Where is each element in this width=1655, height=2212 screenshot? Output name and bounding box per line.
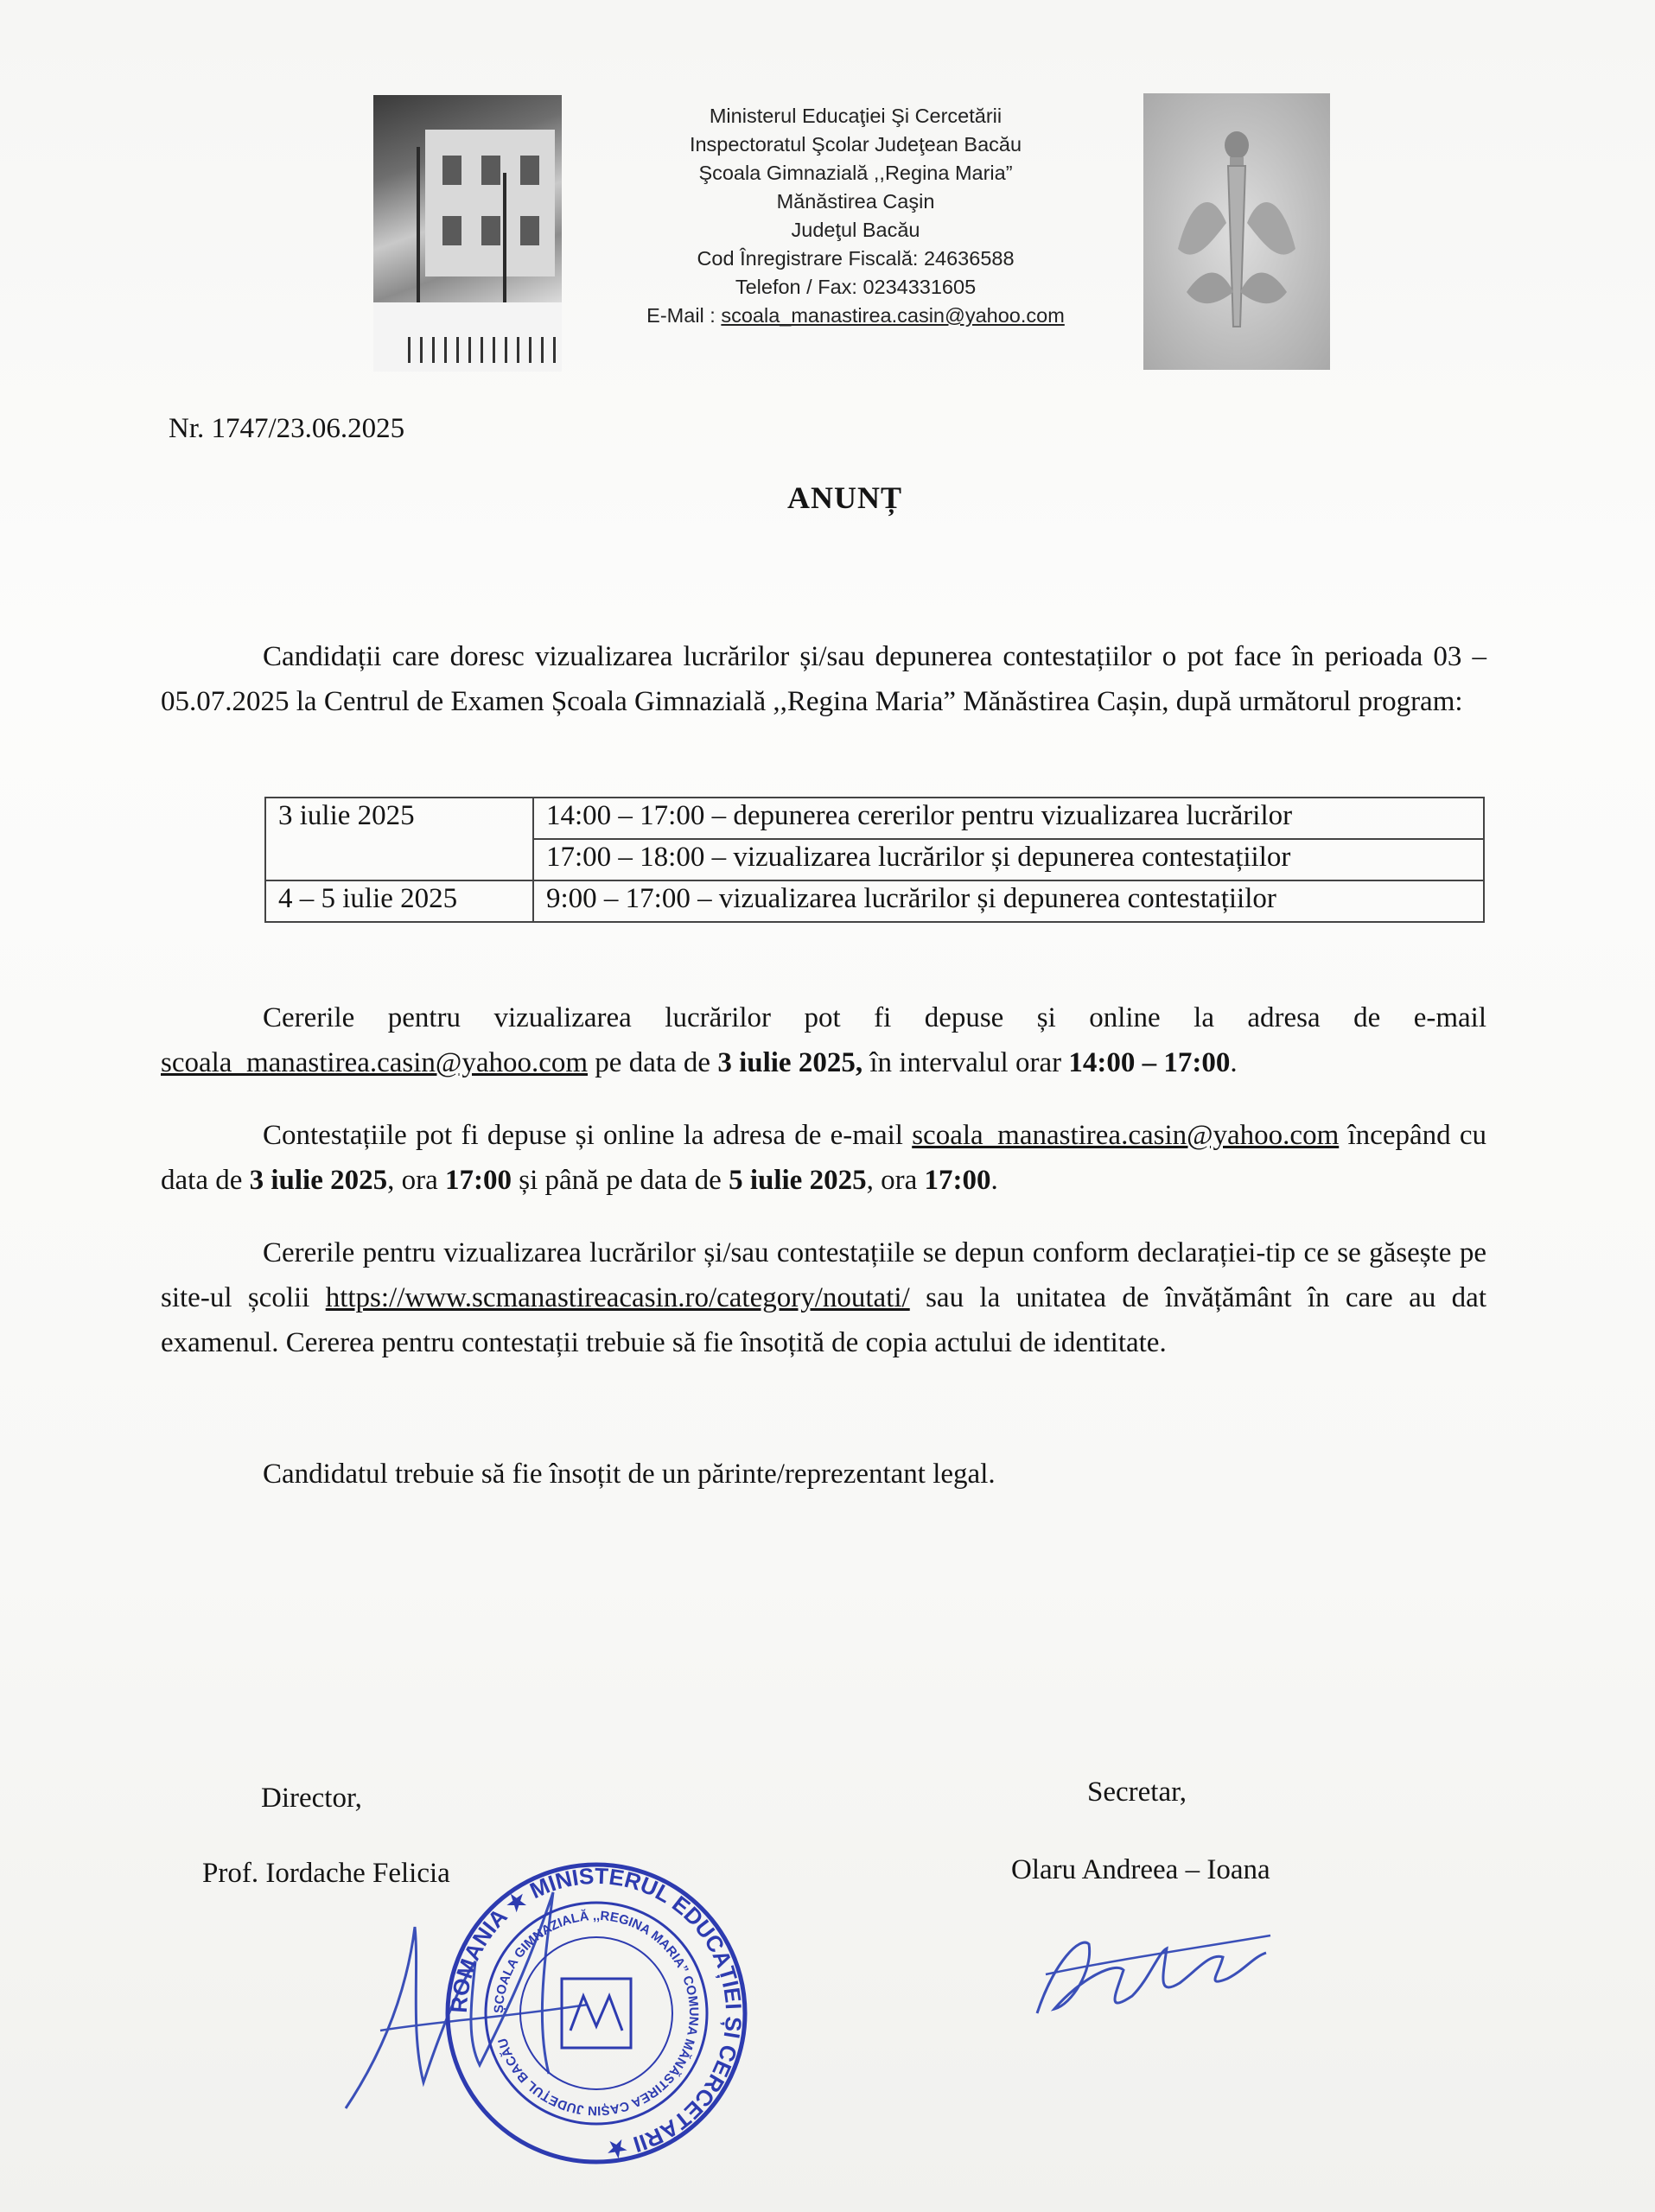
header-line: Şcoala Gimnazială ,,Regina Maria” [698, 162, 1013, 184]
stamp-ring-text: ROMÂNIA ★ MINISTERUL EDUCAȚIEI ȘI CERCETĂRII ★ [445, 1862, 748, 2164]
header-line: Mănăstirea Caşin [776, 190, 935, 213]
school-building-photo [373, 95, 562, 372]
torch-emblem-photo [1143, 93, 1330, 370]
header-line: Inspectoratul Şcolar Judeţean Bacău [689, 133, 1022, 156]
intro-paragraph: Candidații care doresc vizualizarea lucrărilor și/sau depunerea contestațiilor o pot face în perioada 03 – 05.07.2025 la Centrul de Examen Școala Gimnazială ,,Regina Maria” Mănăstirea Cașin, după următorul program: [161, 641, 1486, 717]
secretary-signature [1020, 1910, 1279, 2031]
appeals-paragraph: Contestațiile pot fi depuse și online la adresa de e-mail scoala_manastirea.casin@yahoo.com începând cu data de 3 iulie 2025, ora 17:00 și până pe data de 5 iulie 2025, ora 17:00. [161, 1120, 1486, 1196]
table-row [265, 839, 1484, 880]
header-line: Telefon / Fax: 0234331605 [735, 276, 977, 298]
page-title: ANUNȚ [786, 480, 902, 515]
header-line: Judeţul Bacău [791, 219, 920, 241]
header-email-link[interactable]: scoala_manastirea.casin@yahoo.com [721, 304, 1065, 327]
stamp-inner-text: ȘCOALA GIMNAZIALĂ ,,REGINA MARIA” COMUNA MĂNĂSTIREA CAȘIN JUDEȚUL BACĂU [491, 1908, 702, 2119]
header-line: Cod Înregistrare Fiscală: 24636588 [697, 247, 1015, 270]
header-line: Ministerul Educaţiei Şi Cercetării [709, 105, 1003, 127]
schedule-slot: 17:00 – 18:00 – vizualizarea lucrărilor și depunerea contestațiilor [533, 839, 1484, 880]
director-title: Director, [261, 1783, 362, 1814]
website-link[interactable]: https://www.scmanastireacasin.ro/category/noutati/ [325, 1282, 910, 1313]
guardian-paragraph: Candidatul trebuie să fie însoțit de un părinte/reprezentant legal. [263, 1459, 996, 1490]
secretary-title: Secretar, [1087, 1777, 1187, 1808]
schedule-slot: 9:00 – 17:00 – vizualizarea lucrărilor și depunerea contestațiilor [533, 880, 1484, 922]
institution-header [570, 102, 1141, 330]
schedule-date: 4 – 5 iulie 2025 [265, 880, 533, 922]
schedule-date [265, 839, 533, 880]
schedule-slot: 14:00 – 17:00 – depunerea cererilor pentru vizualizarea lucrărilor [533, 798, 1484, 839]
online-requests-paragraph: Cererile pentru vizualizarea lucrărilor pot fi depuse și online la adresa de e-mail scoala_manastirea.casin@yahoo.com pe data de 3 iulie 2025, în intervalul orar 14:00 – 17:00. [161, 1002, 1486, 1078]
document-number: Nr. 1747/23.06.2025 [169, 413, 405, 444]
official-stamp [441, 1858, 752, 2169]
schedule-table [264, 797, 1485, 923]
email-link[interactable]: scoala_manastirea.casin@yahoo.com [912, 1120, 1340, 1151]
svg-text:ȘCOALA GIMNAZIALĂ ,,REGINA MAR [492, 1909, 701, 2118]
torch-icon [1143, 93, 1330, 370]
email-link[interactable]: scoala_manastirea.casin@yahoo.com [161, 1047, 589, 1078]
schedule-date: 3 iulie 2025 [265, 798, 533, 839]
secretary-name: Olaru Andreea – Ioana [1011, 1854, 1270, 1885]
header-email-line: E-Mail : scoala_manastirea.casin@yahoo.com [646, 304, 1065, 327]
declaration-paragraph: Cererile pentru vizualizarea lucrărilor și/sau contestațiile se depun conform declarației-tip ce se găsește pe site-ul școlii https://www.scmanastireacasin.ro/category/noutati/ sau la unitatea de învățământ în care au dat examenul. Cererea pentru contestații trebuie să fie însoțită de copia actului de identitate. [161, 1237, 1487, 1358]
director-name: Prof. Iordache Felicia [202, 1858, 450, 1889]
table-row [265, 880, 1484, 922]
table-row [265, 798, 1484, 839]
